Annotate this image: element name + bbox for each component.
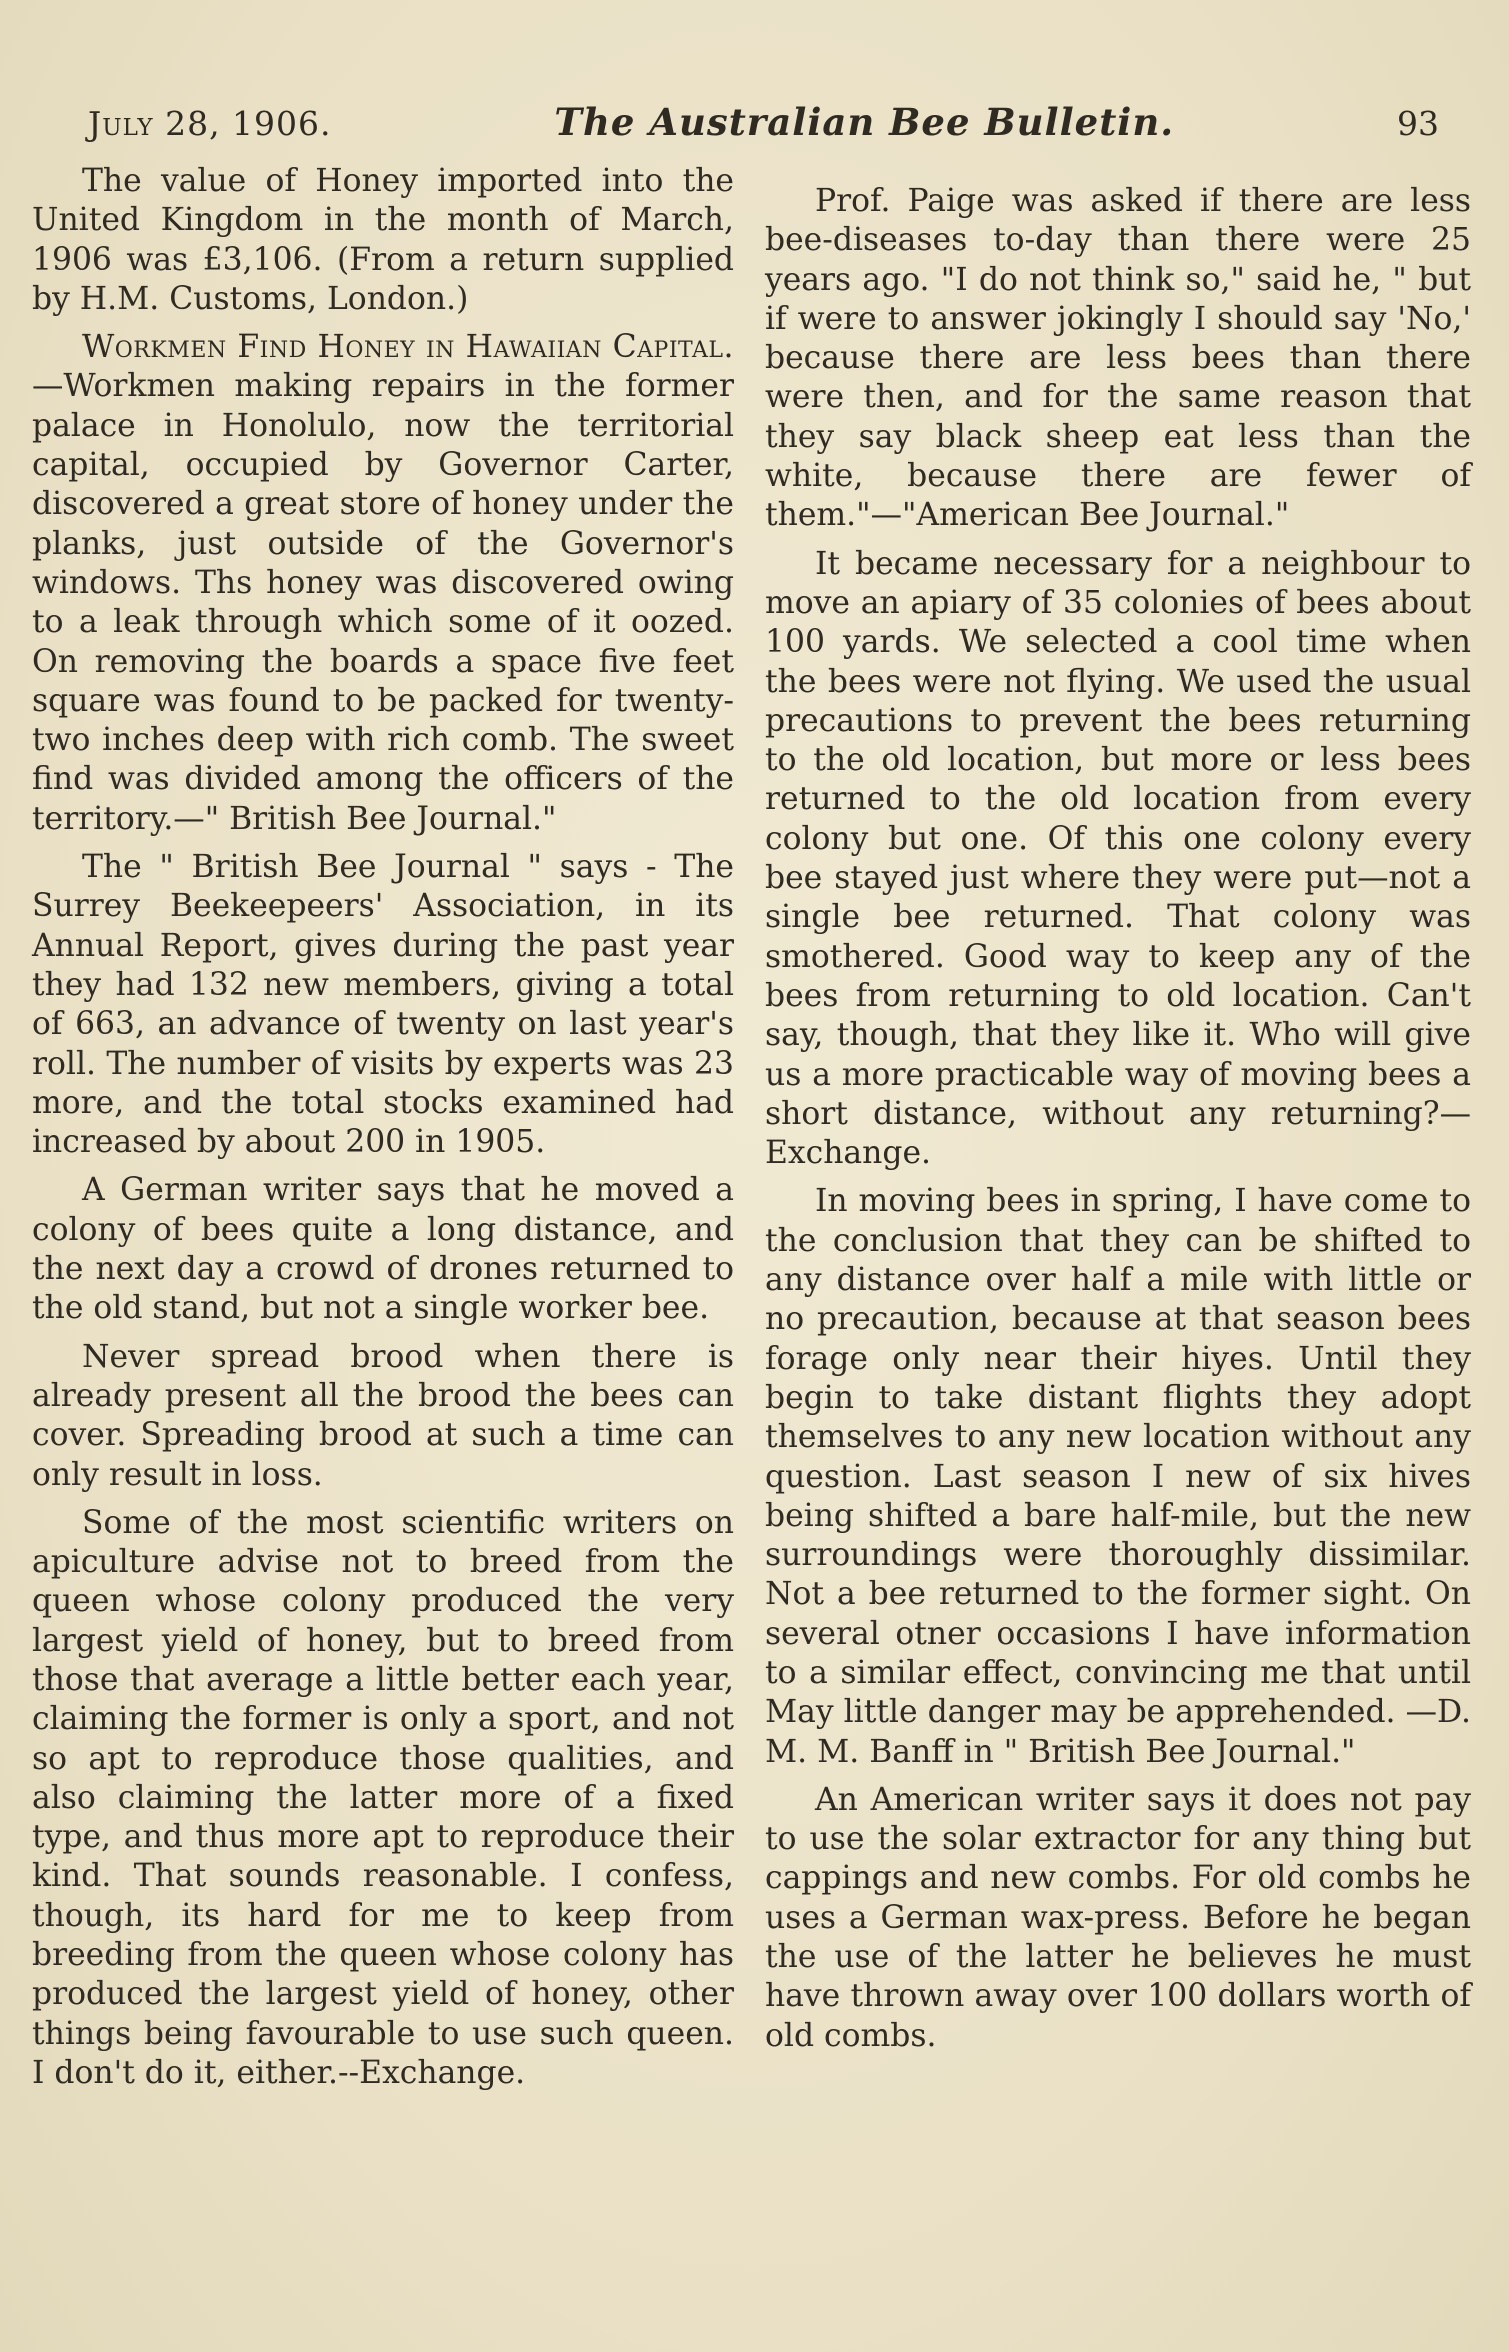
paragraph (32, 328, 734, 839)
paragraph (32, 1504, 734, 2093)
paragraph-text: Never spread brood when there is already present all the brood the bees can cover. Spreading brood at such a time can only result in loss. (32, 1338, 734, 1493)
paragraph-text: An American writer says it does not pay to use the solar extractor for any thing but cappings and new combs. For old combs he uses a German wax-press. Before he began the use of the latter he believes he must have thrown away over 100 dollars worth of old combs. (765, 1781, 1471, 2054)
paragraph-text: Some of the most scientific writers on apiculture advise not to breed from the queen whose colony produced the very largest yield of honey, but to breed from those that average a little better each year, claiming the former is only a sport, and not so apt to reproduce those qualities, and also claiming the latter more of a fixed type, and thus more apt to reproduce their kind. That sounds reasonable. I confess, though, its hard for me to keep from breeding from the queen whose colony has produced the largest yield of honey, other things being favourable to use such queen. I don't do it, either.--Exchange. (32, 1504, 734, 2091)
paragraph (32, 1171, 734, 1328)
paragraph-text: In moving bees in spring, I have come to the conclusion that they can be shifted to any distance over half a mile with little or no precaution, because at that season bees forage only near their hiyes. Until they begin to take distant flights they adopt themselves to any new location without any question. Last season I new of six hives being shifted a bare half-mile, but the new surroundings were thoroughly dissimilar. Not a bee returned to the former sight. On several otner occasions I have information to a similar effect, convincing me that until May little danger may be apprehended. —D. M. M. Banff in " British Bee Journal." (765, 1183, 1471, 1770)
paragraph-lead: Workmen Find Honey in Hawaiian Capital. (82, 329, 734, 366)
paragraph-text: A German writer says that he moved a colony of bees quite a long distance, and the next day a crowd of drones returned to the old stand, but not a single worker bee. (32, 1172, 734, 1327)
paragraph-text: It became necessary for a neighbour to move an apiary of 35 colonies of bees about 100 yards. We selected a cool time when the bees were not flying. We used the usual precautions to prevent the bees returning to the old location, but more or less bees returned to the old location from every colony but one. Of this one colony every bee stayed just where they were put—not a single bee returned. That colony was smothered. Good way to keep any of the bees from returning to old location. Can't say, though, that they like it. Who will give us a more practicable way of moving bees a short distance, without any returning?—Exchange. (765, 545, 1471, 1172)
paragraph (32, 1338, 734, 1495)
issue-date: July 28, 1906. (88, 104, 332, 143)
paragraph (32, 162, 734, 319)
paragraph (32, 848, 734, 1162)
page-number: 93 (1397, 104, 1439, 143)
journal-title: The Australian Bee Bulletin. (554, 100, 1175, 144)
paragraph-text: The " British Bee Journal " says - The Surrey Beekeepeers' Association, in its Annual Report, gives during the past year they had 132 new members, giving a total of 663, an advance of twenty on last year's roll. The number of visits by experts was 23 more, and the total stocks examined had increased by about 200 in 1905. (32, 849, 734, 1161)
paragraph (765, 182, 1471, 536)
paragraph-text: The value of Honey imported into the United Kingdom in the month of March, 1906 was £3,106. (From a return supplied by H.M. Customs, London.) (32, 163, 734, 317)
paragraph-text: Prof. Paige was asked if there are less bee-diseases to-day than there were 25 years ago. "I do not think so," said he, " but if were to answer jokingly I should say 'No,' because there are less bees than there were then, and for the same reason that they say black sheep eat less than the white, because there are fewer of them."—"American Bee Journal." (765, 183, 1471, 534)
running-head (88, 100, 1439, 150)
paragraph-text: —Workmen making repairs in the former palace in Honolulo, now the territorial capital, occupied by Governor Carter, discovered a great store of honey under the planks, just outside of the Governor's windows. Ths honey was discovered owing to a leak through which some of it oozed. On removing the boards a space five feet square was found to be packed for twenty-two inches deep with rich comb. The sweet find was divided among the officers of the territory.—" British Bee Journal." (32, 368, 734, 837)
paragraph (765, 545, 1471, 1174)
right-column (765, 182, 1471, 2065)
left-column (32, 162, 734, 2102)
paragraph (765, 1781, 1471, 2056)
paragraph (765, 1182, 1471, 1771)
